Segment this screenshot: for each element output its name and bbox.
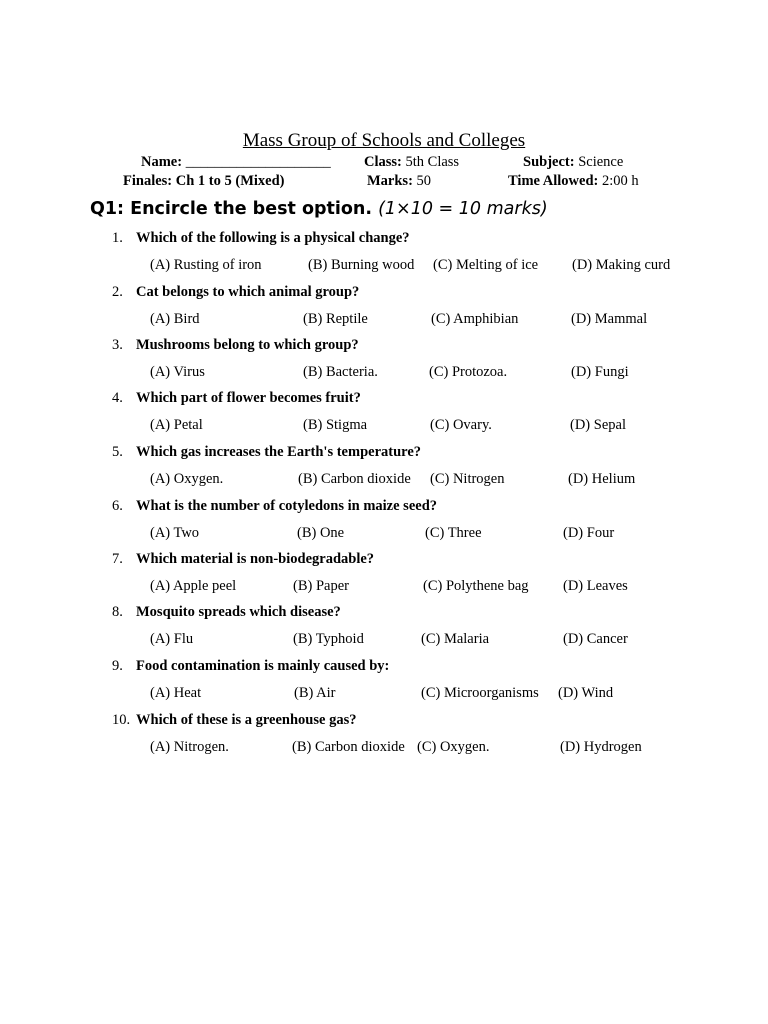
answer-option[interactable]: (C) Protozoa. — [429, 364, 508, 380]
question-number: 8. — [112, 604, 123, 620]
section-title: Q1: Encircle the best option. — [90, 199, 372, 219]
answer-option[interactable]: (D) Leaves — [563, 578, 628, 594]
answer-option[interactable]: (A) Bird — [150, 311, 200, 327]
marks-value: 50 — [416, 173, 432, 189]
answer-option[interactable]: (D) Wind — [558, 685, 614, 701]
question-number: 4. — [112, 390, 123, 406]
answer-option[interactable]: (D) Four — [563, 525, 615, 541]
answer-option[interactable]: (B) Reptile — [303, 311, 368, 327]
question-text: Which of the following is a physical change? — [136, 230, 410, 246]
marks-field — [367, 172, 431, 190]
question-text: Which material is non-biodegradable? — [136, 551, 375, 567]
question-number: 9. — [112, 658, 123, 674]
answer-option[interactable]: (C) Three — [425, 525, 482, 541]
answer-option[interactable]: (C) Melting of ice — [433, 257, 539, 273]
answer-option[interactable]: (C) Amphibian — [431, 311, 519, 327]
answer-option[interactable]: (B) Carbon dioxide — [298, 471, 411, 487]
answer-option[interactable]: (D) Sepal — [570, 417, 626, 433]
class-value: 5th Class — [405, 154, 460, 170]
answer-option[interactable]: (D) Fungi — [571, 364, 629, 380]
question-number: 10. — [112, 712, 131, 728]
name-label: Name: — [141, 154, 183, 170]
section-heading — [90, 198, 548, 220]
question-text: Which gas increases the Earth's temperature? — [136, 444, 422, 460]
question-number: 6. — [112, 498, 123, 514]
finales-field — [123, 172, 285, 190]
finales-label: Finales: Ch 1 to 5 (Mixed) — [123, 173, 285, 189]
question-number: 1. — [112, 230, 123, 246]
subject-field — [523, 153, 623, 171]
question-number: 5. — [112, 444, 123, 460]
answer-option[interactable]: (D) Making curd — [572, 257, 671, 273]
answer-option[interactable]: (B) One — [297, 525, 345, 541]
answer-option[interactable]: (C) Ovary. — [430, 417, 492, 433]
answer-option[interactable]: (B) Air — [294, 685, 336, 701]
answer-option[interactable]: (D) Hydrogen — [560, 739, 642, 755]
answer-option[interactable]: (A) Oxygen. — [150, 471, 224, 487]
section-marks-note: (1×10 = 10 marks) — [378, 199, 548, 219]
question-text: Mosquito spreads which disease? — [136, 604, 341, 620]
question-number: 3. — [112, 337, 123, 353]
subject-label: Subject: — [523, 154, 575, 170]
answer-option[interactable]: (A) Flu — [150, 631, 194, 647]
answer-option[interactable]: (D) Helium — [568, 471, 636, 487]
class-field — [364, 153, 459, 171]
question-text: Cat belongs to which animal group? — [136, 284, 360, 300]
answer-option[interactable]: (B) Typhoid — [293, 631, 364, 647]
answer-option[interactable]: (D) Cancer — [563, 631, 628, 647]
time-value: 2:00 h — [601, 173, 639, 189]
answer-option[interactable]: (A) Two — [150, 525, 200, 541]
school-title: Mass Group of Schools and Colleges — [242, 130, 526, 151]
question-text: What is the number of cotyledons in maize seed? — [136, 498, 438, 514]
question-number: 2. — [112, 284, 123, 300]
answer-option[interactable]: (C) Oxygen. — [417, 739, 490, 755]
marks-label: Marks: — [367, 173, 413, 189]
question-text: Mushrooms belong to which group? — [136, 337, 359, 353]
answer-option[interactable]: (C) Nitrogen — [430, 471, 505, 487]
answer-option[interactable]: (C) Polythene bag — [423, 578, 529, 594]
answer-option[interactable]: (B) Carbon dioxide — [292, 739, 405, 755]
name-field — [141, 153, 331, 171]
answer-option[interactable]: (D) Mammal — [571, 311, 648, 327]
answer-option[interactable]: (C) Microorganisms — [421, 685, 539, 701]
answer-option[interactable]: (B) Paper — [293, 578, 349, 594]
time-label: Time Allowed: — [508, 173, 599, 189]
time-field — [508, 172, 639, 190]
answer-option[interactable]: (A) Nitrogen. — [150, 739, 229, 755]
question-text: Which part of flower becomes fruit? — [136, 390, 361, 406]
answer-option[interactable]: (A) Apple peel — [150, 578, 237, 594]
answer-option[interactable]: (B) Stigma — [303, 417, 368, 433]
name-blank: ____________________ — [185, 154, 331, 170]
question-text: Food contamination is mainly caused by: — [136, 658, 390, 674]
answer-option[interactable]: (A) Heat — [150, 685, 202, 701]
answer-option[interactable]: (C) Malaria — [421, 631, 490, 647]
question-number: 7. — [112, 551, 123, 567]
subject-value: Science — [578, 154, 624, 170]
question-text: Which of these is a greenhouse gas? — [136, 712, 357, 728]
class-label: Class: — [364, 154, 402, 170]
answer-option[interactable]: (A) Virus — [150, 364, 205, 380]
answer-option[interactable]: (A) Petal — [150, 417, 203, 433]
answer-option[interactable]: (B) Burning wood — [308, 257, 415, 273]
answer-option[interactable]: (A) Rusting of iron — [150, 257, 262, 273]
answer-option[interactable]: (B) Bacteria. — [303, 364, 378, 380]
